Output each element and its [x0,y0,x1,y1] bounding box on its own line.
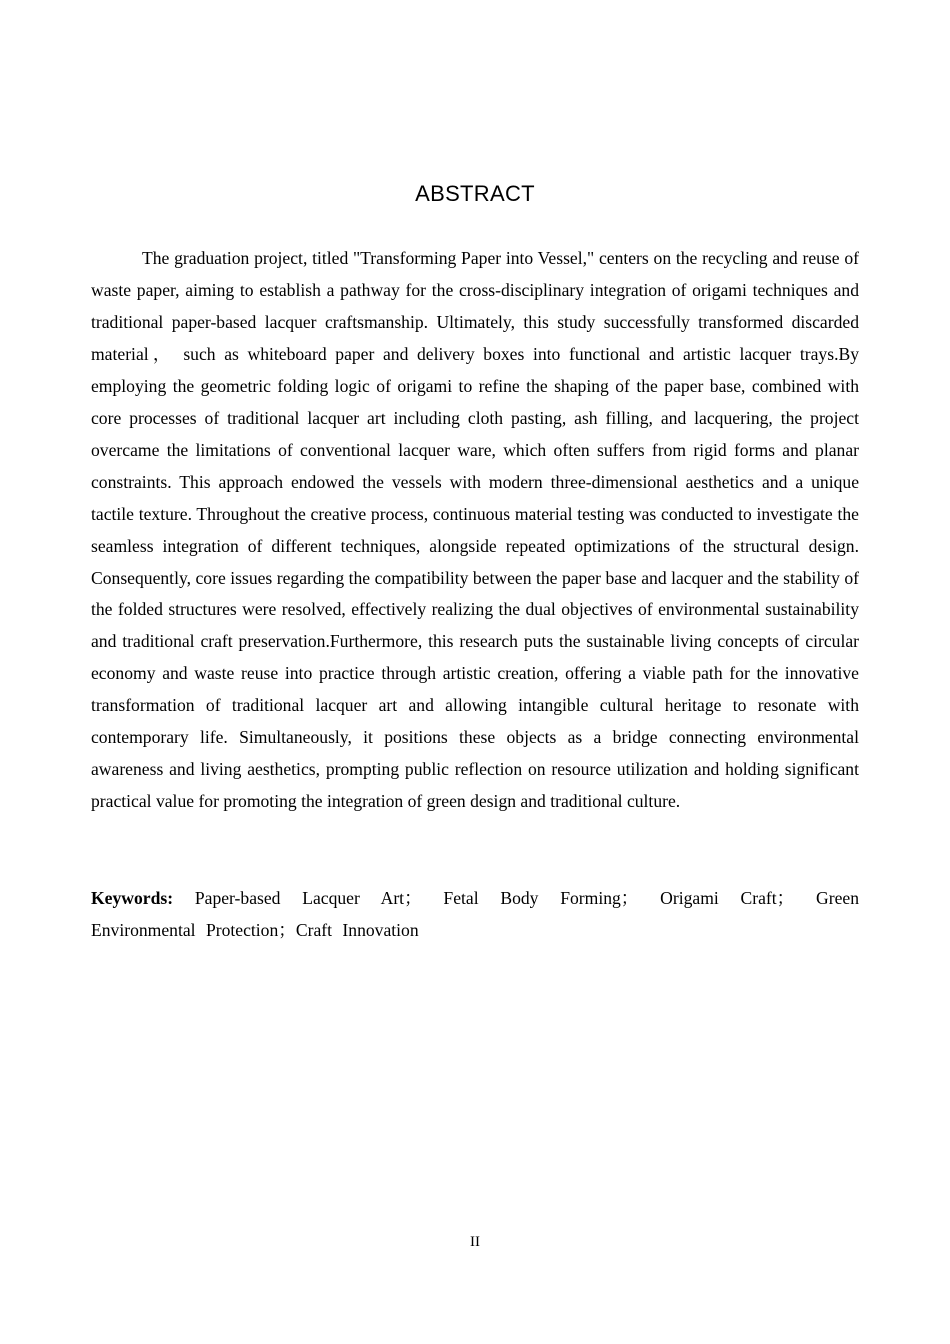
keywords-line [91,883,859,947]
keywords-text: Paper-based Lacquer Art； Fetal Body Forming； Origami Craft； Green Environmental Protection；Craft Innovation [91,888,859,940]
page-number: II [470,1234,480,1250]
abstract-title: ABSTRACT [415,181,535,206]
abstract-paragraph: The graduation project, titled "Transforming Paper into Vessel," centers on the recycling and reuse of waste paper, aiming to establish a pathway for the cross-disciplinary integration of origami techniques and traditional paper-based lacquer craftsmanship. Ultimately, this study successfully transformed discarded material， such as whiteboard paper and delivery boxes into functional and artistic lacquer trays.By employing the geometric folding logic of origami to refine the shaping of the paper base, combined with core processes of traditional lacquer art including cloth pasting, ash filling, and lacquering, the project overcame the limitations of conventional lacquer ware, which often suffers from rigid forms and planar constraints. This approach endowed the vessels with modern three-dimensional aesthetics and a unique tactile texture. Throughout the creative process, continuous material testing was conducted to investigate the seamless integration of different techniques, alongside repeated optimizations of the structural design. Consequently, core issues regarding the compatibility between the paper base and lacquer and the stability of the folded structures were resolved, effectively realizing the dual objectives of environmental sustainability and traditional craft preservation.Furthermore, this research puts the sustainable living concepts of circular economy and waste reuse into practice through artistic creation, offering a viable path for the innovative transformation of traditional lacquer art and allowing intangible cultural heritage to resonate with contemporary life. Simultaneously, it positions these objects as a bridge connecting environmental awareness and living aesthetics, prompting public reflection on resource utilization and holding significant practical value for promoting the integration of green design and traditional culture. [91,248,859,812]
keywords-label: Keywords: [91,888,174,908]
